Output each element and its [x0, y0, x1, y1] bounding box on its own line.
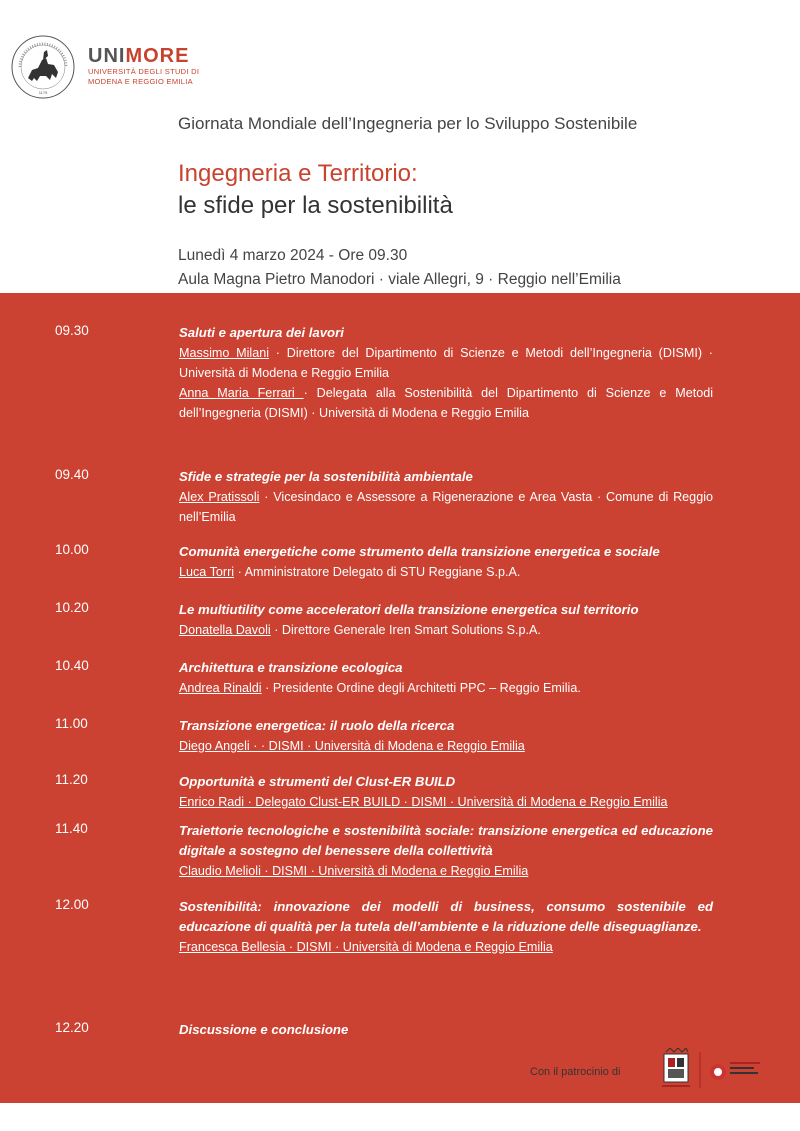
patronage-label: Con il patrocinio di: [530, 1066, 621, 1078]
university-seal-icon: [10, 34, 76, 100]
session-time: 10.40: [55, 658, 89, 673]
speaker: [179, 937, 713, 957]
session-time: 10.20: [55, 600, 89, 615]
speaker-name[interactable]: Donatella Davoli: [179, 623, 271, 637]
speaker: [179, 736, 713, 756]
speaker: [179, 620, 713, 640]
session-time: 11.20: [55, 772, 88, 787]
brand-sub-1: UNIVERSITÀ DEGLI STUDI DI: [88, 67, 200, 76]
unimore-logo: [10, 34, 230, 104]
speaker: [179, 343, 713, 383]
speaker-role: · Presidente Ordine degli Architetti PPC – Reggio Emilia.: [261, 681, 581, 695]
speaker-role: · Delegata alla Sostenibilità del Dipartimento di Scienze e Metodi dell’Ingegneria (DISMI) · Università di Modena e Reggio Emilia: [179, 386, 714, 420]
speaker-name[interactable]: Andrea Rinaldi: [179, 681, 262, 695]
session-content: [179, 467, 713, 527]
session-time: 11.40: [55, 821, 88, 836]
brand-more: MORE: [125, 45, 190, 67]
session-title: Architettura e transizione ecologica: [179, 660, 403, 675]
svg-text:1175: 1175: [38, 90, 48, 95]
session-title: Discussione e conclusione: [179, 1022, 349, 1037]
speaker: [179, 487, 713, 527]
session-time: 09.40: [55, 467, 89, 482]
main-title-line-2: le sfide per la sostenibilità: [178, 192, 453, 219]
speaker-role: · Amministratore Delegato di STU Reggiane S.p.A.: [234, 565, 521, 579]
main-title-line-1: Ingegneria e Territorio:: [178, 160, 418, 187]
brand-uni: UNI: [88, 45, 126, 67]
speaker-name[interactable]: Enrico Radi · Delegato Clust-ER BUILD · DISMI · Università di Modena e Reggio Emilia: [179, 795, 668, 809]
session-time: 12.20: [55, 1020, 89, 1035]
session-content: [179, 897, 713, 957]
session-title: Transizione energetica: il ruolo della ricerca: [179, 718, 455, 733]
comune-crest-icon: [660, 1048, 780, 1092]
brand-block: [88, 46, 199, 86]
speaker-name[interactable]: Claudio Melioli · DISMI · Università di Modena e Reggio Emilia: [179, 864, 529, 878]
session-content: [179, 658, 713, 698]
brand-name: [88, 46, 199, 66]
session-title: Sostenibilità: innovazione dei modelli di business, consumo sostenibile ed educazione di qualità per la tutela dell’ambiente e la riduzione delle diseguaglianze.: [179, 899, 713, 934]
speaker: [179, 678, 713, 698]
session-time: 10.00: [55, 542, 89, 557]
session-time: 11.00: [55, 716, 88, 731]
session-content: [179, 1020, 713, 1040]
speaker-name[interactable]: Francesca Bellesia · DISMI · Università di Modena e Reggio Emilia: [179, 940, 553, 954]
speaker: [179, 792, 713, 812]
date-venue: [178, 244, 621, 292]
session-content: [179, 542, 713, 582]
session-title: Traiettorie tecnologiche e sostenibilità sociale: transizione energetica ed educazione digitale a sostegno del benessere della collettività: [179, 823, 713, 858]
session-title: Opportunità e strumenti del Clust-ER BUILD: [179, 774, 456, 789]
session-content: [179, 772, 713, 812]
brand-sub-2: MODENA E REGGIO EMILIA: [88, 77, 193, 86]
event-venue: Aula Magna Pietro Manodori · viale Allegri, 9 · Reggio nell’Emilia: [178, 271, 621, 288]
speaker-name[interactable]: Luca Torri: [179, 565, 235, 579]
program-band: [0, 293, 800, 1103]
speaker-name[interactable]: Alex Pratissoli: [179, 490, 260, 504]
speaker: [179, 861, 713, 881]
session-content: [179, 600, 713, 640]
event-date: Lunedì 4 marzo 2024 - Ore 09.30: [178, 247, 408, 264]
main-title: [178, 158, 453, 222]
speaker-role: · Direttore del Dipartimento di Scienze e Metodi dell’Ingegneria (DISMI) · Università di Modena e Reggio Emilia: [179, 346, 713, 380]
speaker-role: · Direttore Generale Iren Smart Solutions S.p.A.: [270, 623, 541, 637]
event-title: Giornata Mondiale dell’Ingegneria per lo Sviluppo Sostenibile: [178, 114, 638, 133]
speaker-name[interactable]: Diego Angeli · · DISMI · Università di Modena e Reggio Emilia: [179, 739, 525, 753]
session-title: Comunità energetiche come strumento della transizione energetica e sociale: [179, 544, 660, 559]
session-content: [179, 821, 713, 881]
speaker: [179, 562, 713, 582]
speaker-name[interactable]: Anna Maria Ferrari: [179, 386, 304, 400]
session-title: Le multiutility come acceleratori della transizione energetica sul territorio: [179, 602, 639, 617]
session-title: Saluti e apertura dei lavori: [179, 325, 344, 340]
speaker-name[interactable]: Massimo Milani: [179, 346, 270, 360]
session-title: Sfide e strategie per la sostenibilità ambientale: [179, 469, 473, 484]
speaker: [179, 383, 713, 423]
session-content: [179, 323, 713, 423]
session-time: 12.00: [55, 897, 89, 912]
speaker-role: · Vicesindaco e Assessore a Rigenerazione e Area Vasta · Comune di Reggio nell’Emilia: [179, 490, 713, 524]
session-content: [179, 716, 713, 756]
session-time: 09.30: [55, 323, 89, 338]
patron-logos: [660, 1048, 780, 1092]
